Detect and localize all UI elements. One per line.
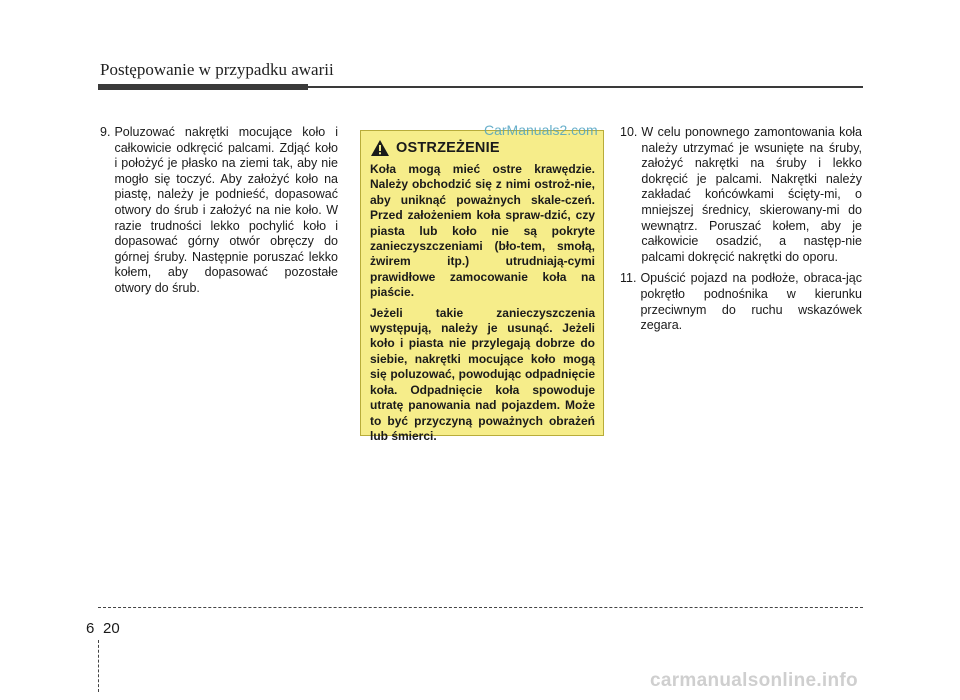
step-text: Poluzować nakrętki mocujące koło i całkowicie odkręcić palcami. Zdjąć koło i położyć je płasko na ziemi tak, aby nie mogło się toczyć. Aby założyć koło na piastę, należy je podnieść, dopasować otwory do śrub i założyć na nie koło. W razie trudności lekko pochylić koło i dopasować górny otwór obręczy do górnej śruby. Następnie poruszać lekko kołem, aby dopasować pozostałe otwory do śrub. (114, 125, 338, 295)
watermark-top: CarManuals2.com (484, 122, 598, 138)
chapter-number: 6 (86, 620, 95, 637)
footer-divider (98, 640, 99, 692)
header-rule-accent (98, 84, 308, 90)
page-header-title: Postępowanie w przypadku awarii (100, 60, 334, 79)
warning-header (370, 139, 595, 157)
step-number: 9. (100, 125, 111, 139)
instruction-step-9 (100, 125, 338, 297)
warning-title: OSTRZEŻENIE (396, 140, 500, 156)
right-column (620, 125, 862, 340)
step-text: Opuścić pojazd na podłoże, obraca-jąc pokrętło podnośnika w kierunku przeciwnym do ruchu wskazówek zegara. (640, 271, 862, 333)
step-text: W celu ponownego zamontowania koła należy utrzymać je wsunięte na śruby, założyć nakrętki na śruby i lekko dokręcić je palcami. Nakrętki należy zakładać końcówkami ścięty-mi, o mniejszej średnicy, skierowany-mi do wewnątrz. Poruszać kołem, aby je całkowicie osadzić, a następ-nie palcami dokręcić nakrętki do oporu. (641, 125, 862, 264)
step-number: 11. (620, 271, 637, 286)
step-number: 10. (620, 125, 638, 139)
watermark-bottom[interactable]: carmanualsonline.info (650, 670, 858, 691)
warning-paragraph: Koła mogą mieć ostre krawędzie. Należy obchodzić się z nimi ostroż-nie, aby uniknąć poważnych skale-czeń. Przed założeniem koła spraw-dzić, czy piasta lub koło nie są pokryte zanieczyszczeniami (bło-tem, smołą, żwirem itp.) utrudniają-cymi prawidłowe zamocowanie koła na piaście. (370, 162, 595, 300)
left-column (100, 125, 338, 303)
instruction-step-10 (620, 125, 862, 265)
warning-paragraph: Jeżeli takie zanieczyszczenia występują, należy je usunąć. Jeżeli koło i piasta nie przylegają dobrze do siebie, nakrętki mocujące koło mogą się poluzować, powodując odpadnięcie koła. Odpadnięcie koła spowoduje utratę panowania nad pojazdem. Może to być przyczyną poważnych obrażeń lub śmierci. (370, 305, 595, 443)
page-number: 20 (103, 620, 120, 637)
warning-triangle-icon (370, 139, 390, 157)
instruction-step-11 (620, 271, 862, 333)
warning-box (360, 130, 604, 443)
footer-rule (98, 607, 863, 608)
